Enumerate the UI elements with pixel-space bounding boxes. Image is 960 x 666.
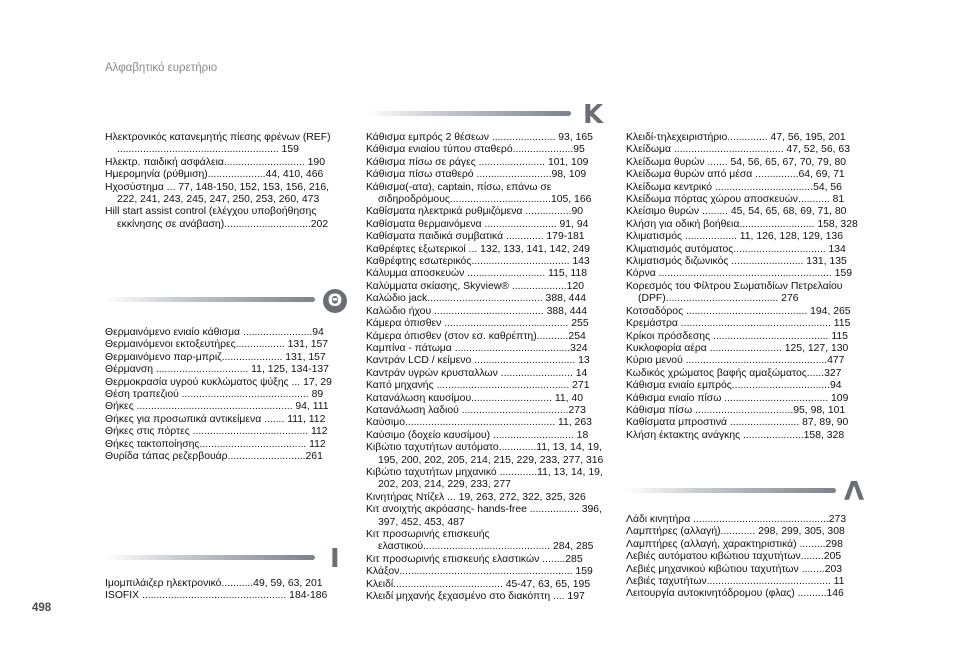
index-entry: Θερμαινόμενοι εκτοξευτήρες................. 131, 157 xyxy=(105,339,329,351)
index-entry: Καλώδιο jack........................................ 388, 444 xyxy=(366,293,587,305)
index-entry: Θήκες στις πόρτες ........................................ 112 xyxy=(105,426,328,438)
index-column-1-theta xyxy=(105,327,348,463)
index-entry: Θέρμανση ................................ 11, 125, 134-137 xyxy=(105,364,329,376)
index-entry: Καλύμματα σκίασης, Skyview® ...................120 xyxy=(366,280,585,292)
index-entry: Κλιματισμός διζωνικός ......................... 131, 135 xyxy=(626,256,847,268)
index-entry: Λεβιές αυτόματου κιβώτιου ταχυτήτων........205 xyxy=(626,551,842,563)
index-entry: Κρίκοι πρόσδεσης ........................................ 115 xyxy=(626,330,848,342)
index-entry: Κλιματισμός αυτόματος................................ 134 xyxy=(626,243,846,255)
index-entry: Κιβώτιο ταχυτήτων αυτόματο.............11, 13, 14, 19, 195, 200, 202, 205, 214, 215, 229, 233, 277, 316 xyxy=(366,442,604,466)
index-entry: Κλείδωμα πόρτας χώρου αποσκευών........... 81 xyxy=(626,194,845,206)
index-column-2 xyxy=(366,132,608,603)
section-divider-lambda xyxy=(626,488,836,493)
index-entry: Κάθισμα πίσω σταθερό ..........................98, 109 xyxy=(366,169,587,181)
index-entry: Λαμπτήρες (αλλαγή)............ 298, 299, 305, 308 xyxy=(626,526,845,538)
index-entry: Θερμαινόμενο ενιαίο κάθισμα ........................94 xyxy=(105,327,324,338)
lambda-entries xyxy=(626,514,868,601)
index-entry: Κάθισμα ενιαίο εμπρός..................................94 xyxy=(626,380,842,392)
index-entry: Καλώδιο ήχου ...................................... 388, 444 xyxy=(366,305,588,317)
index-entry: Θήκες για προσωπικά αντικείμενα ....... 111, 112 xyxy=(105,413,326,425)
page-header-title: Αλφαβητικό ευρετήριο xyxy=(105,62,218,74)
index-entry: Κλήση έκτακτης ανάγκης .....................158, 328 xyxy=(626,429,845,441)
index-entry: Θήκες τακτοποίησης..................................... 112 xyxy=(105,438,326,450)
section-divider-theta xyxy=(105,297,315,302)
index-entry: Καθίσματα παιδικά συμβατικά ............. 179-181 xyxy=(366,231,585,243)
index-entry: Ηχοσύστημα ... 77, 148-150, 152, 153, 156, 216, 222, 241, 243, 245, 247, 250, 253, 260, 473 xyxy=(105,181,330,206)
index-entry: Κάμερα όπισθεν (στον εσ. καθρέπτη)...........254 xyxy=(366,330,586,342)
index-entry: Κορεσμός του Φίλτρου Σωματιδίων Πετρελαίου (DPF)....................................... 276 xyxy=(626,280,843,305)
kappa-entries-col3 xyxy=(626,132,868,442)
index-column-3-lambda xyxy=(626,514,868,601)
page-number: 498 xyxy=(32,602,52,614)
theta-entries xyxy=(105,327,348,463)
index-entry: Κρεμάστρα .................................................... 115 xyxy=(626,318,851,330)
index-entry: Λαμπτήρες (αλλαγή, χαρακτηριστικά) .........298 xyxy=(626,538,843,550)
index-entry: Λάδι κινητήρα ...............................................273 xyxy=(626,514,847,525)
index-column-1-iota xyxy=(105,578,348,603)
index-entry: Κλειδί...................................... 45-47, 63, 65, 195 xyxy=(366,578,591,590)
section-divider-kappa xyxy=(366,111,571,116)
index-entry: Κυκλοφορία αέρα ......................... 125, 127, 130 xyxy=(626,342,849,354)
index-entry: Θερμαινόμενο παρ-μπριζ..................... 131, 157 xyxy=(105,351,326,363)
index-entry: Κάθισμα ενιαίου τύπου σταθερό.....................95 xyxy=(366,144,585,156)
index-entry: Ηλεκτρονικός κατανεμητής πίεσης φρένων (REF) ........................................................ 159 xyxy=(105,132,331,156)
index-entry: Καθίσματα ηλεκτρικά ρυθμιζόμενα ................90 xyxy=(366,206,584,218)
index-entry: Καθίσματα μπροστινά ........................ 87, 89, 90 xyxy=(626,417,849,429)
index-entry: Κωδικός χρώματος βαφής αμαξώματος......327 xyxy=(626,367,842,379)
index-entry: Λειτουργία αυτοκινητόδρομου (φλας) ..........146 xyxy=(626,588,844,600)
index-entry: Κλιματισμός .................. 11, 126, 128, 129, 136 xyxy=(626,231,843,243)
index-entry: Θυρίδα τάπας ρεζερβουάρ...........................261 xyxy=(105,451,323,463)
index-entry: Κάμερα όπισθεν ........................................... 255 xyxy=(366,318,589,330)
iota-entries xyxy=(105,578,348,603)
index-entry: Καθρέφτες εξωτερικοί ... 132, 133, 141, 142, 249 xyxy=(366,243,590,255)
index-entry: Κλείσιμο θυρών ......... 45, 54, 65, 68, 69, 71, 80 xyxy=(626,206,847,218)
index-entry: Κατανάλωση καυσίμου............................ 11, 40 xyxy=(366,392,583,404)
index-entry: Κινητήρας Ντίζελ ... 19, 263, 272, 322, 325, 326 xyxy=(366,491,586,503)
index-entry: Κάθισμα εμπρός 2 θέσεων ...................... 93, 165 xyxy=(366,132,593,143)
index-entry: Κάθισμα πίσω ..................................95, 98, 101 xyxy=(626,404,846,416)
index-entry: Κάθισμα ενιαίο πίσω .................................... 109 xyxy=(626,392,849,404)
index-entry: Κόρνα ............................................................ 159 xyxy=(626,268,853,280)
index-entry: Θέση τραπεζιού ............................................ 89 xyxy=(105,389,324,401)
index-entry: Θερμοκρασία υγρού κυκλώματος ψύξης ... 17, 29 xyxy=(105,376,332,388)
index-entry: Καύσιμο (δοχείο καυσίμου) ............................ 18 xyxy=(366,429,589,441)
section-letter-theta: Θ xyxy=(323,289,347,313)
index-entry: Κλείδωμα ...................................... 47, 52, 56, 63 xyxy=(626,144,850,156)
index-entry: Καντράν LCD / κείμενο ................................... 13 xyxy=(366,355,590,367)
index-column-3 xyxy=(626,132,868,442)
index-entry: Ηλεκτρ. παιδική ασφάλεια............................ 190 xyxy=(105,156,325,168)
index-entry: Λεβιές μηχανικού κιβώτιου ταχυτήτων ........203 xyxy=(626,563,843,575)
index-entry: Ημερομηνία (ρύθμιση)....................44, 410, 466 xyxy=(105,169,324,181)
kappa-entries-col2 xyxy=(366,132,608,603)
index-entry: Κλείδωμα θυρών από μέσα ...............64, 69, 71 xyxy=(626,169,845,181)
section-letter-lambda: Λ xyxy=(844,477,865,507)
index-entry: ISOFIX .................................................. 184-186 xyxy=(105,590,328,602)
index-entry: Κιτ προσωρινής επισκευής ελαστικών ........285 xyxy=(366,553,583,565)
index-entry: Κύριο μενού .................................................477 xyxy=(626,355,845,367)
index-entry: Καθίσματα θερμαινόμενα ......................... 91, 94 xyxy=(366,218,589,230)
index-entry: Κλειδί μηχανής ξεχασμένο στο διακόπτη .... 197 xyxy=(366,591,585,603)
index-entry: Ιμομπιλάιζερ ηλεκτρονικό...........49, 59, 63, 201 xyxy=(105,578,323,589)
index-entry: Κάθισμα πίσω σε ράγες ....................... 101, 109 xyxy=(366,156,589,168)
index-entry: Καμπίνα - πάτωμα ........................................324 xyxy=(366,342,588,354)
index-entry: Καθρέφτης εσωτερικός.................................. 143 xyxy=(366,256,590,268)
section-letter-iota: I xyxy=(330,544,340,574)
index-entry: Κλειδί-τηλεχειριστήριο.............. 47, 56, 195, 201 xyxy=(626,132,846,143)
index-entry: Κάλυμμα αποσκευών ........................... 115, 118 xyxy=(366,268,587,280)
index-entry: Hill start assist control (ελέγχου υποβοήθησης εκκίνησης σε ανάβαση)..............................202 xyxy=(105,206,329,230)
eta-entries xyxy=(105,132,348,231)
index-entry: Κλείδωμα θυρών ....... 54, 56, 65, 67, 70, 79, 80 xyxy=(626,156,847,168)
index-entry: Κλήση για οδική βοήθεια.......................... 158, 328 xyxy=(626,218,858,230)
index-entry: Καντράν υγρών κρυσταλλων ......................... 14 xyxy=(366,367,588,379)
section-divider-iota xyxy=(105,555,315,560)
index-entry: Λεβιές ταχυτήτων........................................... 11 xyxy=(626,576,845,588)
index-entry: Κοτσαδόρος .......................................... 194, 265 xyxy=(626,305,851,317)
index-entry: Κιβώτιο ταχυτήτων μηχανικό .............11, 13, 14, 19, 202, 203, 214, 229, 233, 277 xyxy=(366,466,603,491)
index-entry: Κατανάλωση λαδιού .....................................273 xyxy=(366,404,586,416)
section-letter-kappa: K xyxy=(583,100,604,130)
index-entry: Θήκες ...................................................... 94, 111 xyxy=(105,401,329,413)
index-entry: Κλείδωμα κεντρικό ..................................54, 56 xyxy=(626,181,842,193)
index-entry: Κάθισμα(-ατα), captain, πίσω, επάνω σε σιδηροδρόμους...................................105, 166 xyxy=(366,181,592,206)
index-entry: Καύσιμο.................................................... 11, 263 xyxy=(366,417,592,429)
index-entry: Κιτ ανοιχτής ακρόασης- hands-free ................. 396, 397, 452, 453, 487 xyxy=(366,504,602,528)
index-column-1 xyxy=(105,132,348,231)
index-entry: Καπό μηχανής .............................................. 271 xyxy=(366,380,590,392)
index-entry: Κλάξον............................................................ 159 xyxy=(366,566,593,578)
index-entry: Κιτ προσωρινής επισκευής ελαστικού............................................ 284, 285 xyxy=(366,529,594,553)
